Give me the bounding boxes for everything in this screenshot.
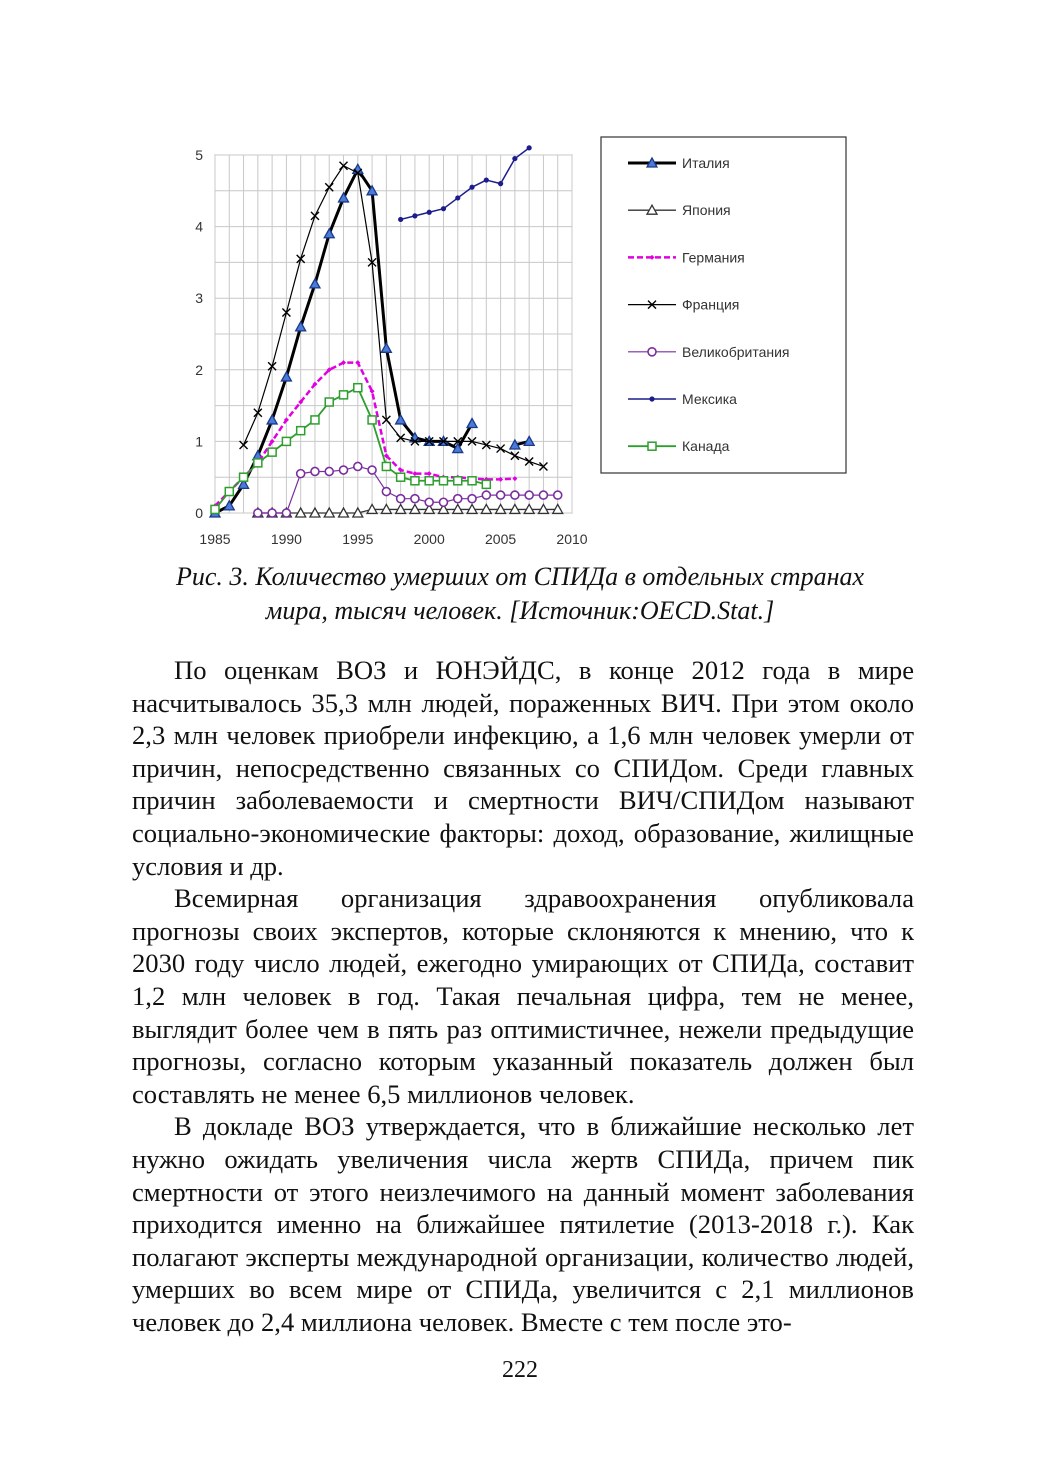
data-point [225,488,233,496]
legend-label: Германия [682,249,745,266]
y-tick-label: 3 [195,290,203,307]
x-tick-label: 1990 [270,531,302,547]
data-point [340,391,348,399]
data-point [512,156,517,161]
data-point [411,495,419,503]
data-point [468,477,476,485]
paragraph-1: По оценкам ВОЗ и ЮНЭЙДС, в конце 2012 года в мире насчитывалось 35,3 млн людей, пораженных ВИЧ. При этом около 2,3 млн человек приобрели инфекцию, а 1,6 млн человек умерли от причин, непосредственно связанных со СПИДом. Среди главных причин заболеваемости и смертности ВИЧ/СПИДом называют социально-экономические факторы: доход, образование, жилищные условия и др. [132,655,914,881]
data-point [484,177,489,182]
data-point [297,427,305,435]
data-point [411,477,419,485]
legend-label: Япония [682,202,731,219]
data-point [254,509,262,517]
data-point [325,467,333,475]
data-point [454,495,462,503]
data-point [311,467,319,475]
data-point [511,491,519,499]
data-point [268,448,276,456]
x-tick-label: 1995 [342,531,374,547]
body-text [132,654,914,1338]
data-point [498,181,503,186]
data-point [412,213,417,218]
x-tick-label: 2010 [556,531,588,547]
data-point [325,398,333,406]
data-point [240,473,248,481]
data-point [425,498,433,506]
figure-caption-line-2: мира, тысяч человек. [Источник:OECD.Stat.] [265,596,775,625]
data-point [469,185,474,190]
legend-label: Канада [682,438,730,455]
legend-label: Мексика [682,391,737,407]
data-point [527,145,532,150]
y-tick-label: 1 [195,433,203,450]
data-point [554,491,562,499]
data-point [439,477,447,485]
data-point [397,495,405,503]
data-point [354,384,362,392]
data-point [282,437,290,445]
y-tick-label: 2 [195,361,203,378]
data-point [398,217,403,222]
aids-deaths-chart [0,0,1040,560]
data-point [368,416,376,424]
data-point [468,495,476,503]
page-number: 222 [502,1357,538,1383]
data-point [454,477,462,485]
data-point [297,470,305,478]
data-point [482,491,490,499]
figure-caption-line-1: Рис. 3. Количество умерших от СПИДа в отдельных странах [175,562,865,591]
legend-label: Франция [682,296,740,313]
data-point [441,206,446,211]
data-point [539,491,547,499]
data-point [354,462,362,470]
data-point [439,498,447,506]
x-tick-label: 2005 [485,531,517,547]
data-point [482,480,490,488]
paragraph-3: В докладе ВОЗ утверждается, что в ближайшие несколько лет нужно ожидать увеличения числа жертв СПИДа, причем пик смертности от этого неизлечимого на данный момент заболевания приходится именно на ближайшее пятилетие (2013-2018 г.). Как полагают эксперты международной организации, количество людей, умерших во всем мире от СПИДа, увеличится с 2,1 миллионов человек до 2,4 миллиона человек. Вместе с тем после это- [132,1111,914,1337]
legend-label: Великобритания [682,343,790,360]
data-point [525,491,533,499]
paragraph-2: Всемирная организация здравоохранения опубликовала прогнозы своих экспертов, которые склоняются к мнению, что к 2030 году число людей, ежегодно умирающих от СПИДа, составит 1,2 млн человек в год. Такая печальная цифра, тем не менее, выглядит более чем в пять раз оптимистичнее, нежели предыдущие прогнозы, согласно которым указанный показатель должен был составлять не менее 6,5 миллионов человек. [132,883,914,1109]
data-point [368,466,376,474]
y-tick-label: 0 [195,505,203,521]
x-tick-label: 1985 [199,531,231,547]
data-point [455,195,460,200]
y-tick-label: 4 [195,218,203,235]
data-point [382,462,390,470]
data-point [497,491,505,499]
data-point [397,473,405,481]
data-point [382,488,390,496]
legend-label: Италия [682,155,730,171]
data-point [282,509,290,517]
x-tick-label: 2000 [413,531,445,547]
y-tick-label: 5 [195,147,203,163]
data-point [427,210,432,215]
figure-caption [120,560,920,628]
data-point [254,459,262,467]
legend-swatch-marker [648,348,656,356]
data-point [425,477,433,485]
chart-legend [601,137,846,473]
legend-swatch-marker [648,442,656,450]
data-point [311,416,319,424]
legend-swatch-marker [649,396,654,401]
data-point [268,509,276,517]
data-point [211,505,219,513]
data-point [340,466,348,474]
